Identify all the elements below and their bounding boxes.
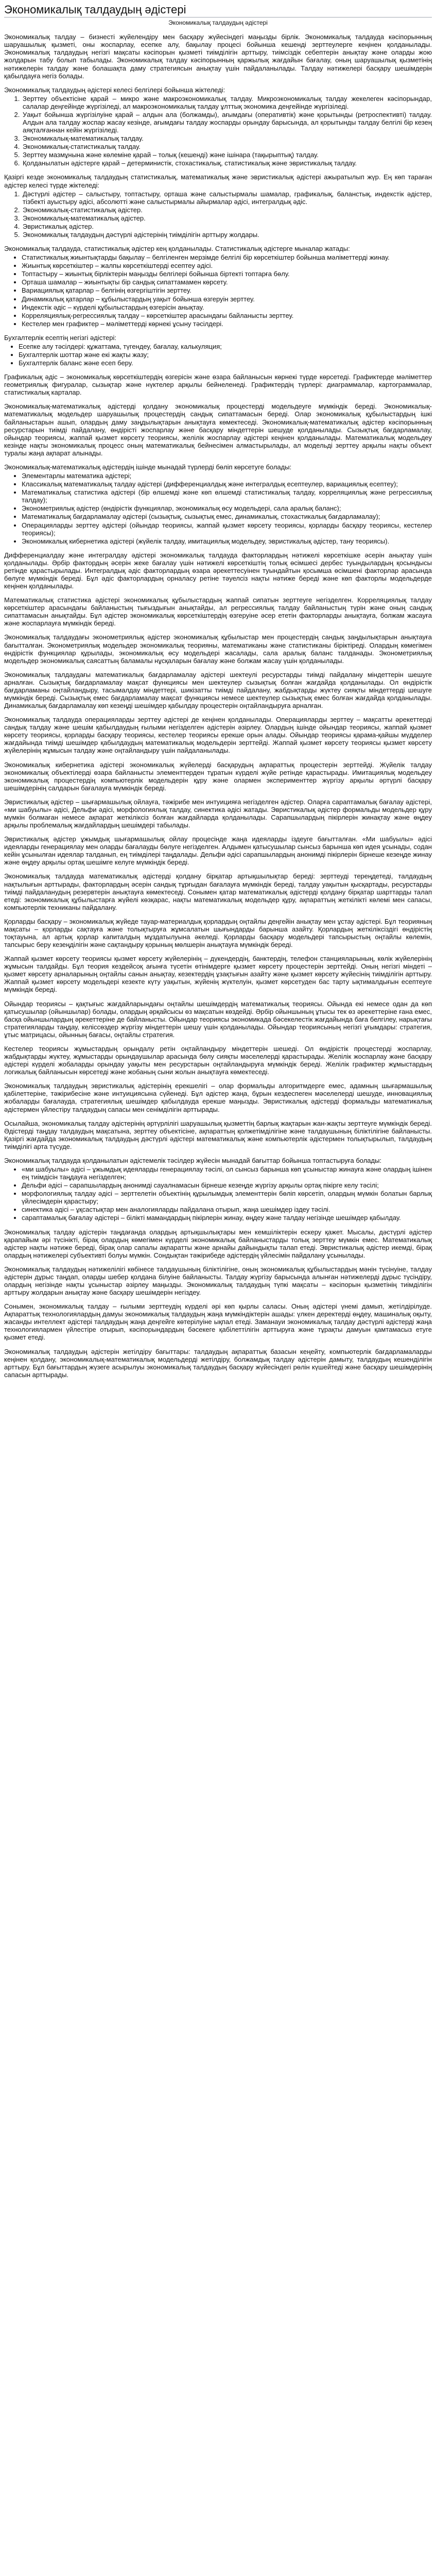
paragraph-game-theory: Ойындар теориясы – қақтығыс жағдайларындағы оңтайлы шешімдердің математикалық теориясы. Ойында екі немесе одан да көп қатысушылар (ойыншылар) болады, олардың әрқайсысы өз мақсатын көздейді. Әрбір ойыншының ұтысы тек өз әрекеттеріне ғана емес, басқа ойыншылардың әрекеттеріне де байланысты. Ойындар теориясы экономикада бәсекелестік жағдайында баға белгілеу, нарықтағы стратегияларды таңдау, келіссөздер жүргізу міндеттерін шешу үшін қолданылады. Ойындар теориясының негізгі ұғымдары: стратегия, ұтыс матрицасы, ойынның бағасы, оңтайлы стратегия. [4,999,432,1039]
list-item: • морфологиялық талдау әдісі – зерттелетін объектінің құрылымдық элементтерін бөліп көрсетіп, олардың мүмкін болатын барлық үйлесімдерін қарастыру; [22,1190,432,1205]
paragraph-econ-math: Экономикалық-математикалық әдістерді қолдану экономикалық процестерді модельдеуге мүмкіндік береді. Экономикалық-математикалық модельдер шаруашылық процестердің сандық сипаттамасын береді. Олар экономикалық құбылыстардың ішкі байланыстарын ашып, олардың даму заңдылықтарын анықтауға көмектеседі. Экономикалық-математикалық әдістер кәсіпорынның ресурстарын тиімді пайдалану, өндірісті жоспарлау және басқару міндеттерін шешуде қолданылады. Сызықтық бағдарламалау, ойындар теориясы, жаппай қызмет көрсету теориясы, желілік жоспарлау әдістері кеңінен қолданылады. Математикалық модельдеу кезінде нақты экономикалық процесс оның математикалық бейнесімен алмастырылады, ал модельді зерттеу арқылы нақты объект туралы жаңа ақпарат алынады. [4,402,432,457]
list-item: • Бухгалтерлік шоттар және екі жақты жазу; [19,351,432,359]
page-title: Экономикалық талдаудың әдістері [4,3,432,18]
paragraph-inventory: Қорларды басқару – экономикалық жүйеде тауар-материалдық қорлардың оңтайлы деңгейін анықтау мен ұстау әдістері. Бұл теорияның мақсаты – қорларды сақтауға және толықтыруға жұмсалатын шығындарды барынша азайту. Қорлардың жеткіліксіздігі өндірістің тоқтауына, ал артық қорлар капиталдың мұздатылуына әкеледі. Қорларды басқару модельдері тапсырыстың оңтайлы көлемін, тапсырыс беру кезеңділігін және сақтандыру қорының мөлшерін анықтауға мүмкіндік береді. [4,917,432,949]
list-item: 6. Қолданылатын әдістерге қарай – детерминистік, стохастикалық, статистикалық және эвристикалық талдау. [22,159,432,167]
classification-list [4,95,432,167]
paragraph-classification: Экономикалық талдаудың әдістері келесі белгілері бойынша жіктеледі: [4,86,225,94]
document-page [0,3,436,1390]
paragraph-methods-overview: Қазіргі кезде экономикалық талдаудың статистикалық, математикалық және эвристикалық әдістері ажыратылып жүр. Ең көп тараған әдістер келесі түрде жіктеледі: [4,173,432,189]
paragraph-statistical: Экономикалық талдауда, статистикалық әдістер кең қолданылады. Статистикалық әдістерге мыналар жатады: [4,245,350,253]
list-item: 1. Дәстүрлі әдістер – салыстыру, топтастыру, орташа және салыстырмалы шамалар, графикалық, баланстық, индекстік әдістер, тізбекті ауыстыру әдісі, абсолютті және салыстырмалы айырмалар әдісі, интегралдық әдіс. [22,190,432,206]
paragraph-method-choice: Экономикалық талдау әдістерін таңдағанда олардың артықшылықтары мен кемшіліктерін ескеру қажет. Мысалы, дәстүрлі әдістер қарапайым әрі түсінікті, бірақ олардың көмегімен күрделі экономикалық байланыстарды толық зерттеу мүмкін емес. Математикалық әдістер нақты нәтиже береді, бірақ олар сапалы ақпаратты және арнайы дайындықты талап етеді. Эвристикалық әдістер икемді, бірақ олардың нәтижелері субъективті болуы мүмкін. Сондықтан тәжірибеде әдістердің үйлесімін пайдалану ұсынылады. [4,1228,432,1259]
paragraph-method-groups: Экономикалық талдауда қолданылатын әдістемелік тәсілдер жүйесін мынадай бағыттар бойынша топтастыруға болады: [4,1156,382,1164]
list-item: 4. Экономикалық-статистикалық талдау. [22,143,432,150]
paragraph-improvement: Экономикалық талдаудың әдістерін жетілдіру бағыттары: талдаудың ақпараттық базасын кеңейту, компьютерлік бағдарламаларды кеңінен қолдану, экономикалық-математикалық модельдерді жетілдіру, болжамдық талдау әдістерін дамыту, талдаудың кешенділігін арттыру. Бұл бағыттардың жүзеге асырылуы экономикалық талдаудың басқару жүйесіндегі рөлін күшейтеді және басқару шешімдерінің сапасын арттырады. [4,1347,432,1379]
paragraph-heuristic-group: Эвристикалық әдістер ұжымдық шығармашылық ойлау процесінде жаңа идеяларды іздеуге бағытталған. «Ми шабуылы» әдісі идеяларды генерациялау мен оларды бағалауды бөлуге негізделген. Алдымен қатысушылар сынсыз барынша көп идея ұсынады, содан кейін ұсынылған идеялар талданып, ең тиімділері таңдалады. Дельфи әдісі сарапшылардың анонимді пікірлерін бірнеше кезеңде жинау және өңдеу арқылы ортақ шешімге келуге мүмкіндік береді. [4,835,432,867]
list-item: • Индекстік әдіс – күрделі құбылыстардың өзгерісін анықтау. [22,303,432,311]
list-item: 3. Экономикалық-математикалық әдістер. [22,214,432,222]
paragraph-math-advantages: Экономикалық талдауда математикалық әдістерді қолдану бірқатар артықшылықтар береді: зерттеуді тереңдетеді, талдаудың нақтылығын арттырады, факторлардың әсерін сандық тұрғыдан бағалауға мүмкіндік береді, талдау уақытын қысқартады, ресурстарды тиімді пайдаланудың резервтерін анықтауға көмектеседі. Сонымен қатар математикалық әдістерді қолдану бірқатар шарттарды талап етеді: экономикалық құбылыстарға жүйелі көзқарас, нақты математикалық модельдер құру, ақпараттың жеткілікті көлемі мен сапасы, компьютерлік техниканы пайдалану. [4,872,432,911]
paragraph-econ-math-types: Экономикалық-математикалық әдістердің ішінде мынадай түрлерді бөліп көрсетуге болады: [4,463,292,471]
paragraph-math-statistics: Математикалық статистика әдістері экономикалық құбылыстардың жаппай сипатын зерттеуге негізделген. Корреляциялық талдау көрсеткіштер арасындағы байланыстың тығыздығын анықтайды, ал регрессиялық талдау байланыстың түрін және оның сандық сипаттамасын анықтайды. Бұл әдістер экономикалық көрсеткіштердің өзгеруіне әсер ететін факторларды анықтауға, болжам жасауға және жоспарлауға мүмкіндік береді. [4,596,432,628]
list-item: 5. Экономикалық талдаудың дәстүрлі әдістерінің тиімділігін арттыру жолдары. [22,231,432,239]
list-item: • Корреляциялық-регрессиялық талдау – көрсеткіштер арасындағы байланысты зерттеу. [22,312,432,319]
list-item: 4. Эвристикалық әдістер. [22,223,432,230]
list-item: • Динамикалық қатарлар – құбылыстардың уақыт бойынша өзгеруін зерттеу. [22,295,432,303]
list-item: • Эконометриялық әдістер (өндірістік функциялар, экономикалық өсу модельдері, сала аралық баланс); [22,504,432,512]
list-item: • «ми шабуылы» әдісі – ұжымдық идеяларды генерациялау тәсілі, ол сынсыз барынша көп ұсыныстар жинауға және олардың ішінен ең тиімдісін таңдауға негізделген; [22,1165,432,1181]
list-item: • Операцияларды зерттеу әдістері (ойындар теориясы, жаппай қызмет көрсету теориясы, қорларды басқару теориясы, кестелер теориясы); [22,521,432,537]
list-item: 3. Экономикалық-математикалық талдау. [22,134,432,142]
list-item: • Статистикалық жиынтықтарды бақылау – белгіленген мерзімде белгілі бір көрсеткіштер бойынша мәліметтерді жинау. [22,253,432,261]
statistical-methods-list [4,253,432,328]
list-item: • Классикалық математикалық талдау әдістері (дифференциалдық және интегралдық есептеулер, вариациялық есептеу); [22,480,432,488]
methods-list [4,190,432,239]
list-item: 1. Зерттеу объектісіне қарай – микро және макроэкономикалық талдау. Микроэкономикалық талдау жекелеген кәсіпорындар, салалар деңгейінде жүргізіледі, ал макроэкономикалық талдау ұлттық экономика деңгейінде жүргізіледі. [22,95,432,110]
list-item: • Топтастыру – жиынтық бірліктерін маңызды белгілері бойынша біртекті топтарға бөлу. [22,270,432,278]
list-item: • Жиынтық көрсеткіштер – жалпы көрсеткіштерді есептеу әдісі. [22,262,432,269]
list-item: • Математикалық бағдарламалау әдістері (сызықтық, сызықтық емес, динамикалық, стохастикалық бағдарламалау); [22,513,432,520]
list-item: • Бухгалтерлік баланс және есеп беру. [19,359,432,367]
paragraph-heuristic-features: Экономикалық талдаудың эвристикалық әдістерінің ерекшелігі – олар формальды алгоритмдерге емес, адамның шығармашылық қабілеттеріне, тәжірибесіне және интуициясына сүйенеді. Бұл әдістер жаңа, бұрын кездеспеген мәселелерді шешуде, инновациялық жобаларды бағалауда, стратегиялық шешімдер қабылдауда ерекше маңызды. Эвристикалық әдістерді формальды математикалық әдістермен үйлестіру талдаудың сапасы мен сенімділігін арттырады. [4,1082,432,1113]
list-item: • Вариациялық қатарлар – белгінің өзгергіштігін зерттеу. [22,286,432,294]
paragraph-cybernetics: Экономикалық кибернетика әдістері экономикалық жүйелерді басқарудың ақпараттық процестерін зерттейді. Жүйелік талдау экономикалық объектілерді өзара байланысты элементтерден тұратын күрделі жүйе ретінде қарастырады. Имитациялық модельдеу экономикалық процестердің компьютерлік модельдерін құру және олармен эксперименттер жүргізу арқылы әртүрлі басқару шешімдерінің салдарын бағалауға мүмкіндік береді. [4,760,432,792]
paragraph-scheduling: Кестелер теориясы жұмыстардың орындалу ретін оңтайландыру міндеттерін шешеді. Ол өндірістік процестерді жоспарлау, жабдықтарды жүктеу, жұмыстарды орындаушылар арасында бөлу сияқты мәселелерді қарастырады. Желілік жоспарлау және басқару әдістері күрделі жобаларды орындау уақыты мен ресурстарын оңтайландыруға мүмкіндік береді. Желілік графиктер жұмыстардың логикалық байланысын көрсетеді және жобаның сыни жолын анықтауға көмектеседі. [4,1044,432,1076]
page-subtitle: Экономикалық талдаудың әдістері [168,19,268,27]
paragraph-intro: Экономикалық талдау – бизнесті жүйелендіру мен басқару жүйесіндегі маңызды бірлік. Экономикалық талдауда кәсіпорынның шаруашылық қызметі, оны жоспарлау, есепке алу, бақылау процесі бойынша кешенді зерттеулерге кеңінен қолданылады. Экономикалық талдаудың негізгі мақсаты кәсіпорын қызметі тиімділігін арттыру, тиімсіздік себептерін анықтау және оларды жою жолдарын табу болып табылады. Экономикалық талдау кәсіпорынның қаржылық жағдайын бағалау, оның шаруашылық қызметінің нәтижелерін талдау және болашақта даму стратегиясын анықтау үшін пайдаланылады. Талдау нәтижелері басқару шешімдерін қабылдауға негіз болады. [4,33,432,80]
accounting-methods-list [4,343,432,367]
paragraph-heuristic: Эвристикалық әдістер – шығармашылық ойлауға, тәжірибе мен интуицияға негізделген әдістер. Оларға сараптамалық бағалау әдістері, «ми шабуылы» әдісі, Дельфи әдісі, морфологиялық талдау, синектика әдісі жатады. Эвристикалық әдістер формальды модельдер құру мүмкін болмаған немесе ақпарат жеткіліксіз болған жағдайларда қолданылады. Сарапшылардың пікірлерін жинақтау және өңдеу арқылы проблемалық жағдайлардың шешімдері табылады. [4,798,432,829]
paragraph-operations-research: Экономикалық талдауда операцияларды зерттеу әдістері де кеңінен қолданылады. Операцияларды зерттеу – мақсатты әрекеттерді сандық талдау және шешім қабылдаудың ғылыми негізделген әдістерін әзірлеу. Олардың ішінде ойындар теориясы, жаппай қызмет көрсету теориясы, қорларды басқару теориясы, кестелер теориясы ерекше орын алады. Ойындар теориясы қарама-қайшы мүдделер жағдайында тиімді шешімдер қабылдаудың математикалық модельдерін зерттейді. Жаппай қызмет көрсету теориясы қызмет көрсету жүйелерінің жұмысын талдау және оңтайландыру үшін пайдаланылады. [4,716,432,755]
paragraph-queueing: Жаппай қызмет көрсету теориясы қызмет көрсету жүйелерінің – дүкендердің, банктердің, телефон станцияларының, көлік жүйелерінің жұмысын талдайды. Бұл теория кездейсоқ ағынға түсетін өтінімдерге қызмет көрсету процестерін зерттейді. Оның негізгі міндеті – қызмет көрсету арналарының оңтайлы санын анықтау, кезектердің ұзақтығын азайту және қызмет көрсету жүйесінің тиімділігін арттыру. Жаппай қызмет көрсету модельдері кезекте күту уақытын, жүйенің жүктелуін, қызмет көрсетуден бас тарту ықтималдығын есептеуге мүмкіндік береді. [4,955,432,994]
list-item: 2. Экономикалық-статистикалық әдістер. [22,206,432,214]
list-item: • Математикалық статистика әдістері (бір өлшемді және көп өлшемді статистикалық талдау, корреляциялық және регрессиялық талдау); [22,488,432,504]
list-item: • Дельфи әдісі – сарапшылардың анонимді сауалнамасын бірнеше кезеңде жүргізу арқылы ортақ пікірге келу тәсілі; [22,1181,432,1189]
list-item: • Элементарлы математика әдістері; [22,472,432,480]
paragraph-graphical: Графикалық әдіс – экономикалық көрсеткіштердің өзгерісін және өзара байланысын көрнекі түрде көрсетеді. Графиктерде мәліметтер геометриялық фигуралар, сызықтар және нүктелер арқылы бейнеленеді. Графиктердің түрлері: диаграммалар, картограммалар, статистикалық карталар. [4,373,432,397]
list-item: • Орташа шамалар – жиынтықты бір сандық сипаттамамен көрсету. [22,278,432,286]
paragraph-conclusion: Сонымен, экономикалық талдау – ғылыми зерттеудің күрделі әрі көп қырлы саласы. Оның әдістері үнемі дамып, жетілдірілуде. Ақпараттық технологиялардың дамуы экономикалық талдаудың жаңа мүмкіндіктерін ашады: үлкен деректерді өңдеу, машиналық оқыту, жасанды интеллект әдістері талдаудың жаңа деңгейге көтерілуіне ықпал етеді. Заманауи экономикалық талдау дәстүрлі әдістерді жаңа технологиялармен үйлестіре отырып, кәсіпорындардың бәсекеге қабілеттілігін арттыруға және тұрақты дамуын қамтамасыз етуге қызмет етеді. [4,1302,432,1342]
paragraph-math-programming: Экономикалық талдаудағы математикалық бағдарламалау әдістері шектеулі ресурстарды тиімді пайдалану міндеттерін шешуге арналған. Сызықтық бағдарламалау мақсат функциясы мен шектеулер сызықтық болған жағдайда қолданылады. Ол өндірістік бағдарламаны оңтайландыру, тасымалдау міндеттері, шикізатты тиімді пайдалану, жабдықтарды жүктеу сияқты міндеттерді шешуге мүмкіндік береді. Сызықтық емес бағдарламалау мақсат функциясы немесе шектеулер сызықтық емес болған жағдайда қолданылады. Динамикалық бағдарламалау көп кезеңді шешімдер қабылдау процестерін оңтайландыруға арналған. [4,670,432,710]
econ-math-methods-list [4,472,432,545]
paragraph-accounting: Бухгалтерлік есептің негізгі әдістері: [4,333,116,342]
paragraph-econometric: Экономикалық талдаудағы эконометриялық әдістер экономикалық құбылыстар мен процестердің сандық заңдылықтарын анықтауға бағытталған. Эконометриялық модельдер экономикалық теорияны, математиканы және статистиканы біріктіреді. Олардың көмегімен өндірістік функциялар құрылады, экономикалық өсу модельдері жасалады, сала аралық баланс талданады. Эконометриялық модельдер экономикалық саясаттың баламалы нұсқаларын бағалау және болжам жасау үшін қолданылады. [4,633,432,665]
list-item: • Есепке алу тәсілдері: құжаттама, түгендеу, бағалау, калькуляция; [19,343,432,350]
list-item: 5. Зерттеу мазмұнына және көлеміне қарай – толық (кешенді) және ішінара (тақырыптық) талдау. [22,151,432,159]
list-item: • синектика әдісі – ұқсастықтар мен аналогияларды пайдалана отырып, жаңа шешімдер іздеу тәсілі. [22,1206,432,1213]
heuristic-methods-list [4,1165,432,1222]
paragraph-differential: Дифференциалдау және интегралдау әдістері экономикалық талдауда факторлардың нәтижелі көрсеткішке әсерін анықтау үшін қолданылады. Әрбір фактордың әсерін жеке бағалау үшін нәтижелі көрсеткіштің толық өсімшесі дербес туындылардың қосындысы ретінде қарастырылады. Интегралдық әдіс факторлардың өзара әрекеттесуінен туындайтын қосымша өсімшені факторлар арасында бөлуге мүмкіндік береді. Бұл әдіс факторлардың орналасу ретіне тәуелсіз нақты нәтиже береді және көп факторлы модельдерде кеңінен қолданылады. [4,551,432,590]
list-item: 2. Уақыт бойынша жүргізілуіне қарай – алдын ала (болжамды), ағымдағы (оперативтік) және қорытынды (ретроспективті) талдау. Алдын ала талдау жоспар жасау кезінде, ағымдағы талдау жоспарды орындау барысында, ал қорытынды талдау белгілі бір кезең аяқталғаннан кейін жүргізіледі. [22,111,432,134]
list-item: • Кестелер мен графиктер – мәліметтерді көрнекі ұсыну тәсілдері. [22,320,432,328]
list-item: • сараптамалық бағалау әдістері – білікті мамандардың пікірлерін жинау, өңдеу және талдау негізінде шешімдер қабылдау. [22,1214,432,1222]
paragraph-summary: Осылайша, экономикалық талдау әдістерінің әртүрлілігі шаруашылық қызметтің барлық жақтарын жан-жақты зерттеуге мүмкіндік береді. Әдістерді таңдау талдаудың мақсатына, зерттеу объектісіне, ақпараттың қолжетімділігіне және талдаушының біліктілігіне байланысты. Қазіргі жағдайда экономикалық талдаудың дәстүрлі әдістері математикалық және компьютерлік әдістермен толықтырылып, талдаудың тиімділігі арта түсуде. [4,1119,432,1150]
list-item: • Экономикалық кибернетика әдістері (жүйелік талдау, имитациялық модельдеу, эвристикалық әдістер, тану теориясы). [22,537,432,545]
paragraph-analyst-skill: Экономикалық талдаудың нәтижелілігі көбінесе талдаушының біліктілігіне, оның экономикалық құбылыстардың мәнін түсінуіне, талдау әдістерін дұрыс таңдап, оларды шебер қолдана білуіне байланысты. Талдау жүргізу барысында алынған нәтижелерді дұрыс түсіндіру, олардың негізінде нақты ұсыныстар әзірлеу маңызды. Экономикалық талдаудың түпкі мақсаты – кәсіпорын қызметінің тиімділігін арттыру жолдарын анықтау және басқару шешімдерін негіздеу. [4,1265,432,1297]
